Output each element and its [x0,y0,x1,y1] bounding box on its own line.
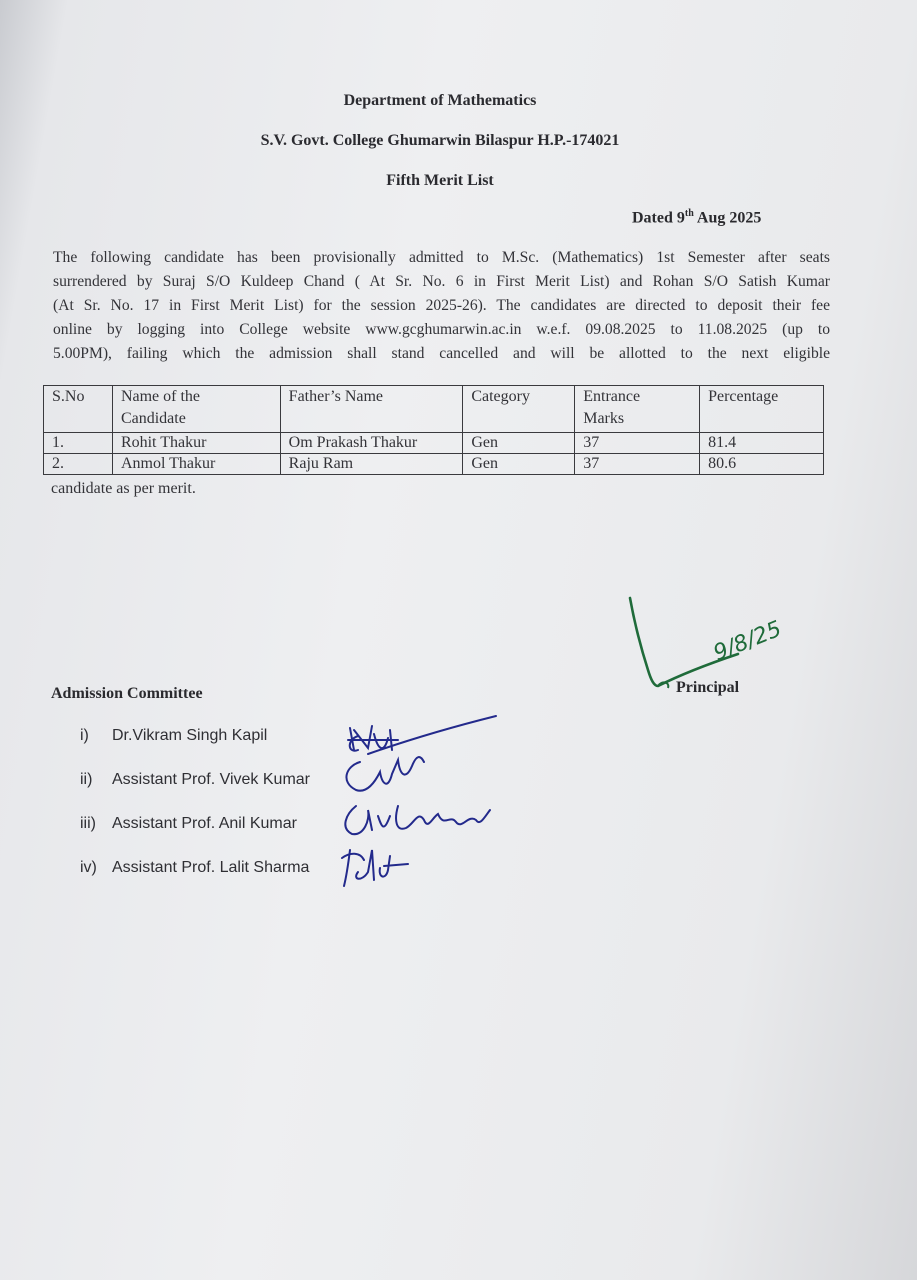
document-title: Fifth Merit List [386,172,494,189]
paragraph-line: online by logging into College website www.gcghumarwin.ac.in w.e.f. 09.08.2025 to 11.08.2025 (up to [53,321,830,338]
cell-percentage: 81.4 [700,433,824,454]
header-name: Name of the Candidate [112,386,280,433]
header-sno: S.No [44,386,113,433]
member-name: Assistant Prof. Vivek Kumar [112,771,310,788]
committee-member: iv) Assistant Prof. Lalit Sharma [80,859,310,876]
cell-father: Raju Ram [280,454,463,475]
committee-member: ii) Assistant Prof. Vivek Kumar [80,771,310,788]
cell-name: Rohit Thakur [112,433,280,454]
date-prefix: Dated 9 [632,209,685,227]
table-row [44,454,824,475]
header-category: Category [463,386,575,433]
college-heading: S.V. Govt. College Ghumarwin Bilaspur H.P.-174021 [260,132,620,149]
paragraph-line: surrendered by Suraj S/O Kuldeep Chand ( At Sr. No. 6 in First Merit List) and Rohan S/O Satish Kumar [53,273,830,290]
header-marks: Entrance Marks [575,386,700,433]
header-percentage: Percentage [700,386,824,433]
cell-marks: 37 [575,454,700,475]
cell-sno: 2. [44,454,113,475]
table-header-row [44,386,824,433]
member-name: Assistant Prof. Anil Kumar [112,815,297,832]
committee-title: Admission Committee [51,685,203,702]
principal-signature-date: 9/8/25 [710,616,786,667]
member-name: Dr.Vikram Singh Kapil [112,727,268,744]
cell-name: Anmol Thakur [112,454,280,475]
date-ordinal: th [684,208,694,219]
paragraph-line: 5.00PM), failing which the admission shall stand cancelled and will be allotted to the next eligible [53,345,830,362]
paragraph-line: (At Sr. No. 17 in First Merit List) for the session 2025-26). The candidates are directed to deposit their fee [53,297,830,314]
bleed-through-text [110,540,115,560]
cell-category: Gen [463,433,575,454]
principal-label: Principal [676,679,740,696]
committee-member: i) Dr.Vikram Singh Kapil [80,727,268,744]
committee-signatures [328,710,508,900]
cell-sno: 1. [44,433,113,454]
notice-paragraph [53,246,830,366]
member-name: Assistant Prof. Lalit Sharma [112,859,310,876]
header-father: Father’s Name [280,386,463,433]
committee-member: iii) Assistant Prof. Anil Kumar [80,815,297,832]
cell-marks: 37 [575,433,700,454]
table-row [44,433,824,454]
cell-father: Om Prakash Thakur [280,433,463,454]
date-line [632,208,761,227]
paragraph-tail: candidate as per merit. [51,480,196,497]
cell-category: Gen [463,454,575,475]
paragraph-line: The following candidate has been provisionally admitted to M.Sc. (Mathematics) 1st Semester after seats [53,249,830,266]
cell-percentage: 80.6 [700,454,824,475]
department-heading: Department of Mathematics [343,92,537,109]
merit-table [43,385,824,475]
date-suffix: Aug 2025 [693,209,762,227]
